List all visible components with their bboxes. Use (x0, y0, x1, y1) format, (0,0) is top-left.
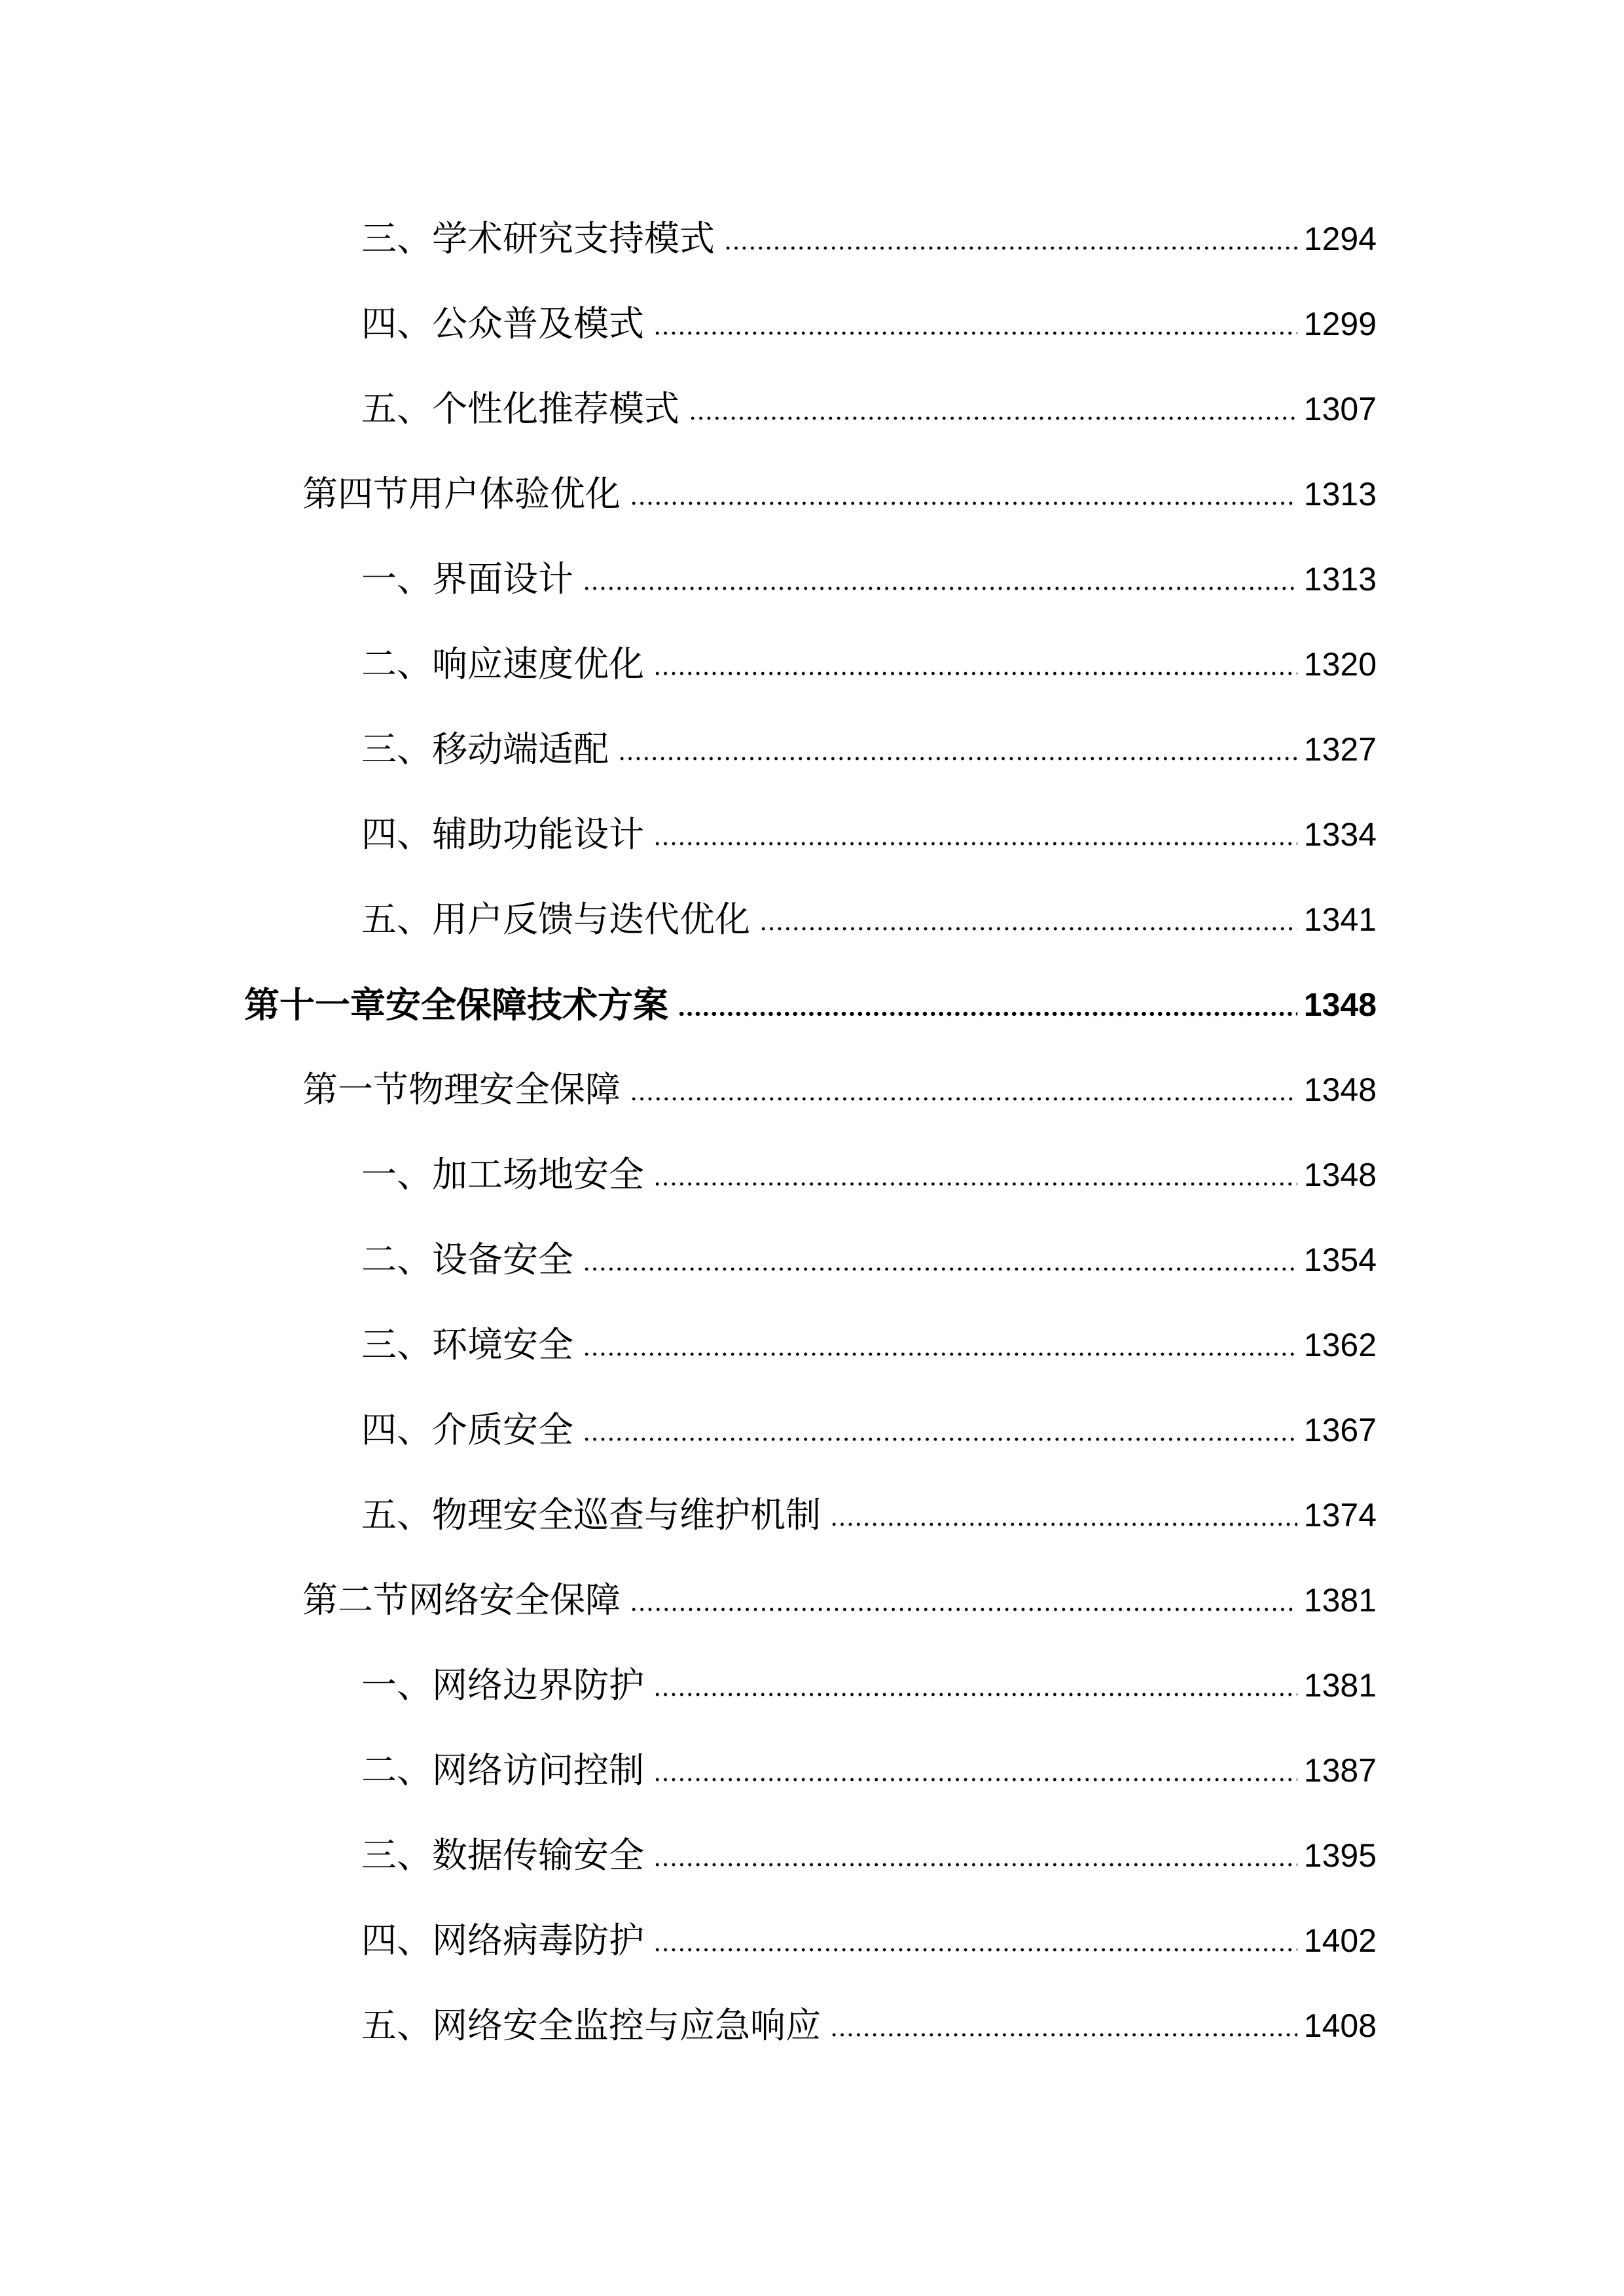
toc-dot-leader (677, 1010, 1297, 1018)
toc-entry-page: 1334 (1303, 816, 1377, 853)
toc-entry[interactable] (361, 291, 1377, 357)
toc-entry[interactable] (302, 1057, 1377, 1122)
toc-entry-title: 五、网络安全监控与应急响应 (361, 2005, 821, 2046)
toc-entry[interactable] (361, 1823, 1377, 1888)
toc-entry[interactable] (361, 376, 1377, 442)
toc-entry[interactable] (361, 1142, 1377, 1208)
toc-entry-title: 二、响应速度优化 (361, 643, 644, 685)
toc-entry-page: 1348 (1303, 1071, 1377, 1108)
toc-entry-title: 五、用户反馈与迭代优化 (361, 899, 750, 940)
toc-entry[interactable] (361, 717, 1377, 782)
toc-dot-leader (630, 1605, 1297, 1613)
toc-entry-page: 1294 (1303, 221, 1377, 257)
toc-dot-leader (759, 925, 1297, 933)
toc-entry-title: 二、网络访问控制 (361, 1749, 644, 1791)
toc-dot-leader (724, 244, 1297, 252)
toc-entry[interactable] (361, 1397, 1377, 1463)
toc-entry-title: 四、网络病毒防护 (361, 1920, 644, 1961)
toc-entry-title: 三、学术研究支持模式 (361, 218, 715, 259)
toc-entry-page: 1387 (1303, 1752, 1377, 1789)
toc-entry-title: 一、网络边界防护 (361, 1664, 644, 1706)
toc-entry-page: 1374 (1303, 1497, 1377, 1534)
toc-dot-leader (583, 1350, 1297, 1358)
toc-dot-leader (653, 670, 1297, 677)
toc-entry-page: 1402 (1303, 1922, 1377, 1959)
toc-entry-title: 三、环境安全 (361, 1324, 573, 1365)
toc-dot-leader (830, 2031, 1297, 2039)
toc-entry[interactable] (361, 1908, 1377, 1973)
toc-entry-page: 1341 (1303, 901, 1377, 938)
toc-entry-page: 1313 (1303, 476, 1377, 512)
toc-dot-leader (653, 1180, 1297, 1188)
toc-entry-title: 一、界面设计 (361, 558, 573, 600)
toc-entry[interactable] (302, 1568, 1377, 1633)
toc-entry-title: 五、个性化推荐模式 (361, 388, 679, 429)
toc-dot-leader (653, 1691, 1297, 1698)
toc-dot-leader (630, 1095, 1297, 1103)
toc-entry-page: 1381 (1303, 1582, 1377, 1619)
toc-entry-page: 1348 (1303, 1157, 1377, 1193)
toc-entry-title: 四、介质安全 (361, 1409, 573, 1450)
toc-entry-title: 四、辅助功能设计 (361, 814, 644, 855)
toc-entry-page: 1367 (1303, 1412, 1377, 1448)
toc-entry-page: 1362 (1303, 1327, 1377, 1363)
toc-entry[interactable] (361, 887, 1377, 952)
toc-dot-leader (830, 1520, 1297, 1528)
toc-entry-page: 1307 (1303, 391, 1377, 427)
toc-dot-leader (618, 755, 1297, 762)
toc-entry[interactable] (361, 1227, 1377, 1293)
toc-entry-page: 1395 (1303, 1837, 1377, 1874)
toc-dot-leader (630, 499, 1297, 507)
toc-entry-page: 1299 (1303, 306, 1377, 342)
toc-entry[interactable] (361, 1653, 1377, 1718)
toc-entry[interactable] (361, 206, 1377, 272)
toc-entry-page: 1408 (1303, 2007, 1377, 2044)
toc-entry-title: 第二节网络安全保障 (302, 1579, 621, 1621)
toc-dot-leader (653, 1776, 1297, 1784)
toc-entry[interactable] (302, 461, 1377, 527)
toc-entry-title: 三、数据传输安全 (361, 1835, 644, 1876)
toc-entry-page: 1354 (1303, 1242, 1377, 1278)
toc-entry-title: 一、加工场地安全 (361, 1154, 644, 1195)
toc-entry-title: 五、物理安全巡查与维护机制 (361, 1494, 821, 1535)
toc-dot-leader (583, 1435, 1297, 1443)
toc-dot-leader (583, 584, 1297, 592)
toc-entry-title: 第一节物理安全保障 (302, 1069, 621, 1110)
toc-entry-page: 1313 (1303, 561, 1377, 598)
toc-entry-page: 1381 (1303, 1667, 1377, 1704)
toc-entry-title: 四、公众普及模式 (361, 303, 644, 344)
toc-entry[interactable] (361, 802, 1377, 867)
toc-dot-leader (583, 1265, 1297, 1273)
toc-entry[interactable] (361, 1482, 1377, 1548)
toc-entry-title: 第十一章安全保障技术方案 (244, 984, 668, 1026)
toc-dot-leader (689, 414, 1297, 422)
toc-entry-title: 二、设备安全 (361, 1239, 573, 1280)
toc-entry[interactable] (361, 1993, 1377, 2058)
toc-entry-title: 三、移动端适配 (361, 728, 609, 770)
toc-dot-leader (653, 840, 1297, 848)
toc-entry-title: 第四节用户体验优化 (302, 473, 621, 514)
toc-entry[interactable] (361, 547, 1377, 612)
toc-dot-leader (653, 1946, 1297, 1954)
toc-entry-page: 1320 (1303, 646, 1377, 683)
toc-chapter-entry[interactable] (244, 972, 1377, 1037)
toc-entry[interactable] (361, 632, 1377, 697)
toc-entry[interactable] (361, 1312, 1377, 1378)
toc-dot-leader (653, 329, 1297, 337)
toc-entry[interactable] (361, 1738, 1377, 1803)
toc-dot-leader (653, 1861, 1297, 1869)
toc-entry-page: 1348 (1303, 986, 1377, 1023)
toc-entry-page: 1327 (1303, 731, 1377, 768)
